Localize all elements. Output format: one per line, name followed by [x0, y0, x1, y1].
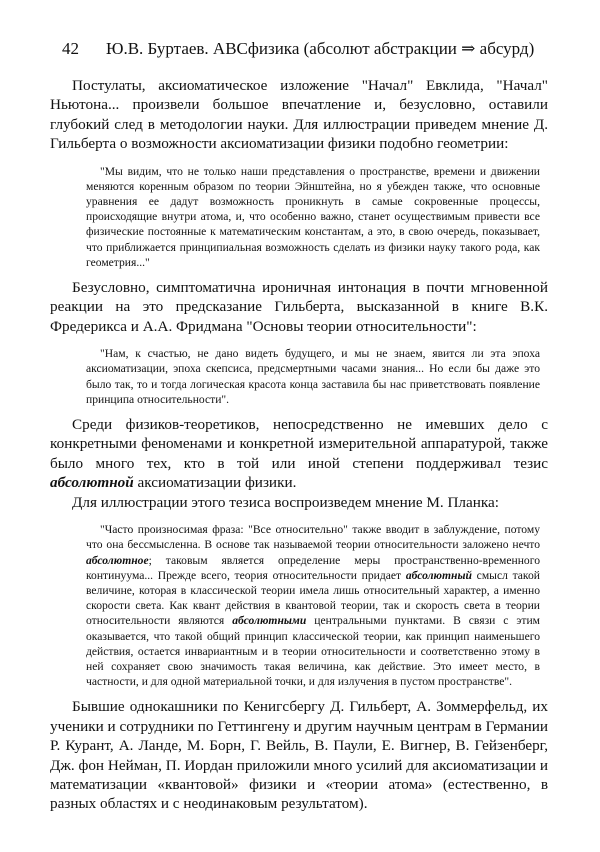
main-text: [50, 76, 548, 814]
running-title: Ю.В. Буртаев. ABCфизика (абсолют абстракции ⇒ абсурд): [106, 39, 535, 58]
emphasis-absolute: абсолютной: [50, 474, 134, 492]
paragraph-konigsberg: Бывшие однокашники по Кенигсбергу Д. Гильберт, А. Зоммерфельд, их ученики и сотрудники по Геттингену и другим научным центрам в Германии Р. Курант, А. Ланде, М. Борн, Г. Вейль, В. Паули, Е. Вигнер, В. Гейзенберг, Дж. фон Нейман, П. Иордан приложили много усилий для аксиоматизации и математизации «квантовой» физики и «теории атома» (естественно, в разных областях и с неодинаковым результатом).: [50, 698, 548, 813]
paragraph-postulates: Постулаты, аксиоматическое изложение "Начал" Евклида, "Начал" Ньютона... произвели большое впечатление и, безусловно, оставили глубокий след в методологии науки. Для иллюстрации приведем мнение Д. Гильберта о возможности аксиоматизации физики подобно геометрии:: [50, 77, 548, 153]
quote-planck: "Часто произносимая фраза: "Все относительно" также вводит в заблуждение, потому что она бессмысленна. В основе так называемой теории относительности заложено нечто абсолютное; таковым является определение меры пространственно-временного континуума... Прежде всего, теория относительности придает абсолютный смысл такой величине, которая в классической теории имела лишь относительный характер, а именно скорости света. Как квант действия в квантовой теории, так и скорость света в теории относительности являются абсолютными центральными пунктами. В связи с этим оказывается, что такой общий принцип классической теории, как принцип наименьшего действия, остается инвариантным и в теории относительности и соответственно этому в ней сохраняет свою значимость такая величина, как действие. Это имеет место, в частности, и для одной материальной точки, и для излучения в пустом пространстве".: [86, 523, 540, 689]
quote-hilbert: "Мы видим, что не только наши представления о пространстве, времени и движении меняются коренным образом по теории Эйнштейна, но я убежден также, что основные уравнения ее дадут возможность проникнуть в самые сокровенные процессы, происходящие внутри атома, и, что особенно важно, станет осуществимым привести все физические постоянные к математическим константам, а это, в свою очередь, показывает, что приближается принципиальная возможность сделать из физики науку такого рода, как геометрия...": [86, 164, 540, 269]
page-header: [62, 38, 542, 60]
emphasis-absolute-2: абсолютный: [405, 568, 472, 582]
paragraph-theorists: Среди физиков-теоретиков, непосредственно не имевших дело с конкретными феноменами и конкретной измерительной аппаратурой, также было много тех, кто в той или иной степени поддерживал тезис абсолютной аксиоматизации физики.: [50, 416, 548, 492]
quote-frederiks-friedmann: "Нам, к счастью, не дано видеть будущего, и мы не знаем, явится ли эта эпоха аксиоматизации, эпоха скепсиса, предсмертными часами знания... Но если бы даже это было так, то и тогда логическая красота конца заставила бы нас приветствовать появление принципа относительности".: [86, 347, 540, 406]
paragraph-planck-intro: Для иллюстрации этого тезиса воспроизведем мнение М. Планка:: [72, 493, 499, 511]
paragraph-ironic-reaction: Безусловно, симптоматична ироничная интонация в почти мгновенной реакции на это предсказание Гильберта, высказанной в книге В.К. Фредерикса и А.А. Фридмана "Основы теории относительности":: [50, 279, 548, 335]
emphasis-absolute-3: абсолютными: [232, 614, 307, 628]
emphasis-absolute-1: абсолютное: [86, 553, 149, 567]
page-number: 42: [62, 39, 79, 58]
